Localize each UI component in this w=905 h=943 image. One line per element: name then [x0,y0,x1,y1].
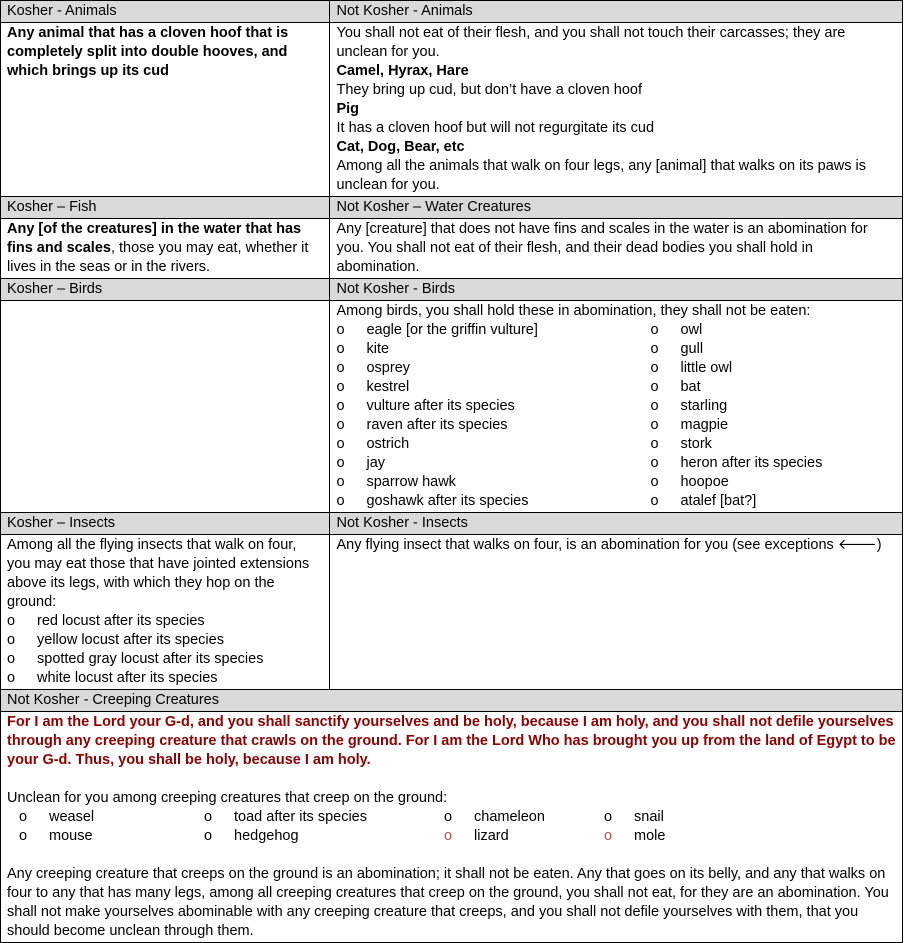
animals-header-row [1,1,903,23]
kosher-birds-header: Kosher – Birds [1,279,330,301]
list-item-label: magpie [680,417,729,433]
list-item [650,454,880,473]
list-item [650,416,880,435]
bullet-icon: o [604,809,613,825]
list-item [204,827,444,846]
list-item [19,827,204,846]
animals-row [1,23,903,197]
bullet-icon: o [336,322,345,338]
list-item-label: red locust after its species [37,613,205,629]
list-item-label: raven after its species [366,417,508,433]
list-item-label: sparrow hawk [366,474,456,490]
fish-row [1,219,903,279]
not-kosher-animals-cell [330,23,903,197]
creeping-header: Not Kosher - Creeping Creatures [1,690,903,712]
list-item [650,321,880,340]
list-item-label: chameleon [474,809,545,825]
list-item-label: eagle [or the griffin vulture] [366,322,538,338]
list-item-label: stork [680,436,712,452]
bullet-icon: o [650,455,659,471]
bullet-icon: o [336,436,345,452]
birds-list [336,321,896,511]
list-item [336,454,650,473]
animal-group-1-title: Camel, Hyrax, Hare [336,63,469,79]
bullet-icon: o [204,809,213,825]
not-kosher-insects-header: Not Kosher - Insects [330,513,903,535]
list-item-label: bat [680,379,701,395]
bullet-icon: o [650,493,659,509]
list-item-label: kestrel [366,379,410,395]
kosher-insects-cell [1,535,330,690]
list-item [336,359,650,378]
birds-intro: Among birds, you shall hold these in abomination, they shall not be eaten: [336,303,811,319]
list-item [7,631,323,650]
bullet-icon: o [7,651,16,667]
bullet-icon: o [650,360,659,376]
list-item-label: owl [680,322,703,338]
bullet-icon: o [7,613,16,629]
list-item-label: snail [634,809,664,825]
list-item-label: kite [366,341,390,357]
list-item-label: mole [634,828,666,844]
list-item [336,378,650,397]
list-item [604,827,724,846]
kosher-animals-cell [1,23,330,197]
list-item [336,473,650,492]
list-item [336,340,650,359]
bullet-icon: o [604,828,613,844]
creeping-list [7,808,896,846]
kosher-birds-cell [1,301,330,513]
bullet-icon: o [7,632,16,648]
bullet-icon: o [650,341,659,357]
bullet-icon: o [19,828,28,844]
list-item [650,378,880,397]
bullet-icon: o [336,360,345,376]
animal-group-1-text: They bring up cud, but don’t have a cloven hoof [336,82,642,98]
creeping-header-row [1,690,903,712]
list-item [444,827,604,846]
bullet-icon: o [444,828,453,844]
list-item [604,808,724,827]
creeping-intro: Unclean for you among creeping creatures that creep on the ground: [7,790,448,806]
insects-header-row [1,513,903,535]
insects-row [1,535,903,690]
fish-header-row [1,197,903,219]
list-item [7,612,323,631]
list-item-label: heron after its species [680,455,823,471]
list-item [650,397,880,416]
birds-row [1,301,903,513]
kosher-fish-header: Kosher – Fish [1,197,330,219]
list-item [336,435,650,454]
list-item [444,808,604,827]
not-kosher-fish-cell: Any [creature] that does not have fins and scales in the water is an abomination for you. You shall not eat of their flesh, and their dead bodies you shall hold in abomination. [330,219,903,279]
list-item-label: atalef [bat?] [680,493,757,509]
animal-group-2-title: Pig [336,101,360,117]
bullet-icon: o [19,809,28,825]
list-item [650,435,880,454]
bullet-icon: o [336,474,345,490]
list-item [7,650,323,669]
kosher-fish-rest: , those you may eat, whether it lives in the seas or in the rivers. [7,240,309,275]
not-kosher-insects-text: Any flying insect that walks on four, is an abomination for you (see exceptions [336,537,834,553]
kosher-insects-header: Kosher – Insects [1,513,330,535]
bullet-icon: o [650,379,659,395]
list-item [336,397,650,416]
animal-group-3-title: Cat, Dog, Bear, etc [336,139,465,155]
list-item [19,808,204,827]
bullet-icon: o [650,417,659,433]
creeping-row [1,712,903,943]
not-kosher-birds-cell [330,301,903,513]
not-kosher-insects-cell [330,535,903,690]
list-item [204,808,444,827]
list-item-label: mouse [49,828,93,844]
list-item-label: goshawk after its species [366,493,529,509]
bullet-icon: o [650,474,659,490]
list-item-label: jay [366,455,386,471]
bullet-icon: o [336,493,345,509]
list-item [650,473,880,492]
kosher-animals-text: Any animal that has a cloven hoof that is completely split into double hooves, and which brings up its cud [7,25,289,79]
left-arrow-icon: 🡐 [837,537,877,553]
bullet-icon: o [336,398,345,414]
list-item-label: spotted gray locust after its species [37,651,264,667]
list-item [650,359,880,378]
list-item [336,492,650,511]
kosher-fish-bold: Any [of the creatures] in the water that has fins and scales [7,221,302,256]
list-item-label: weasel [49,809,95,825]
kosher-animals-header: Kosher - Animals [1,1,330,23]
list-item-label: starling [680,398,728,414]
list-item-label: osprey [366,360,411,376]
list-item [7,669,323,688]
list-item-label: white locust after its species [37,670,218,686]
bullet-icon: o [650,436,659,452]
bullet-icon: o [336,455,345,471]
kosher-insects-text: Among all the flying insects that walk on four, you may eat those that have jointed extensions above its legs, with which they hop on the ground: [7,537,310,610]
creeping-cell [1,712,903,943]
bullet-icon: o [336,341,345,357]
list-item-label: gull [680,341,704,357]
list-item [650,340,880,359]
not-kosher-fish-header: Not Kosher – Water Creatures [330,197,903,219]
list-item-label: little owl [680,360,733,376]
list-item-label: yellow locust after its species [37,632,224,648]
list-item-label: hoopoe [680,474,729,490]
animal-group-2-text: It has a cloven hoof but will not regurgitate its cud [336,120,655,136]
not-kosher-birds-header: Not Kosher - Birds [330,279,903,301]
insects-list [7,612,323,688]
not-kosher-animals-intro: You shall not eat of their flesh, and you shall not touch their carcasses; they are unclean for you. [336,25,846,60]
bullet-icon: o [336,417,345,433]
bullet-icon: o [444,809,453,825]
bullet-icon: o [650,322,659,338]
list-item-label: hedgehog [234,828,299,844]
creeping-holy-text: For I am the Lord your G-d, and you shall sanctify yourselves and be holy, because I am holy, and you shall not defile yourselves through any creeping creature that crawls on the ground. For I am the Lord Who has brought you up from the land of Egypt to be your G-d. Thus, you shall be holy, because I am holy. [7,714,896,768]
animal-group-3-text: Among all the animals that walk on four legs, any [animal] that walks on its paws is unclean for you. [336,158,866,193]
bullet-icon: o [336,379,345,395]
list-item-label: vulture after its species [366,398,515,414]
list-item [336,416,650,435]
creeping-closing: Any creeping creature that creeps on the ground is an abomination; it shall not be eaten. Any that goes on its belly, and any that walks on four to any that has many legs, among all creeping creatures that creep on the ground, you shall not eat, for they are an abomination. You shall not make yourselves abominable with any creeping creature that creeps, and you shall not defile yourselves with them, that you should become unclean through them. [7,866,889,939]
not-kosher-insects-text-end: ) [876,537,882,553]
list-item [650,492,880,511]
list-item-label: toad after its species [234,809,367,825]
list-item [336,321,650,340]
list-item-label: lizard [474,828,509,844]
bullet-icon: o [7,670,16,686]
kosher-fish-cell [1,219,330,279]
birds-header-row [1,279,903,301]
bullet-icon: o [650,398,659,414]
list-item-label: ostrich [366,436,410,452]
not-kosher-animals-header: Not Kosher - Animals [330,1,903,23]
bullet-icon: o [204,828,213,844]
